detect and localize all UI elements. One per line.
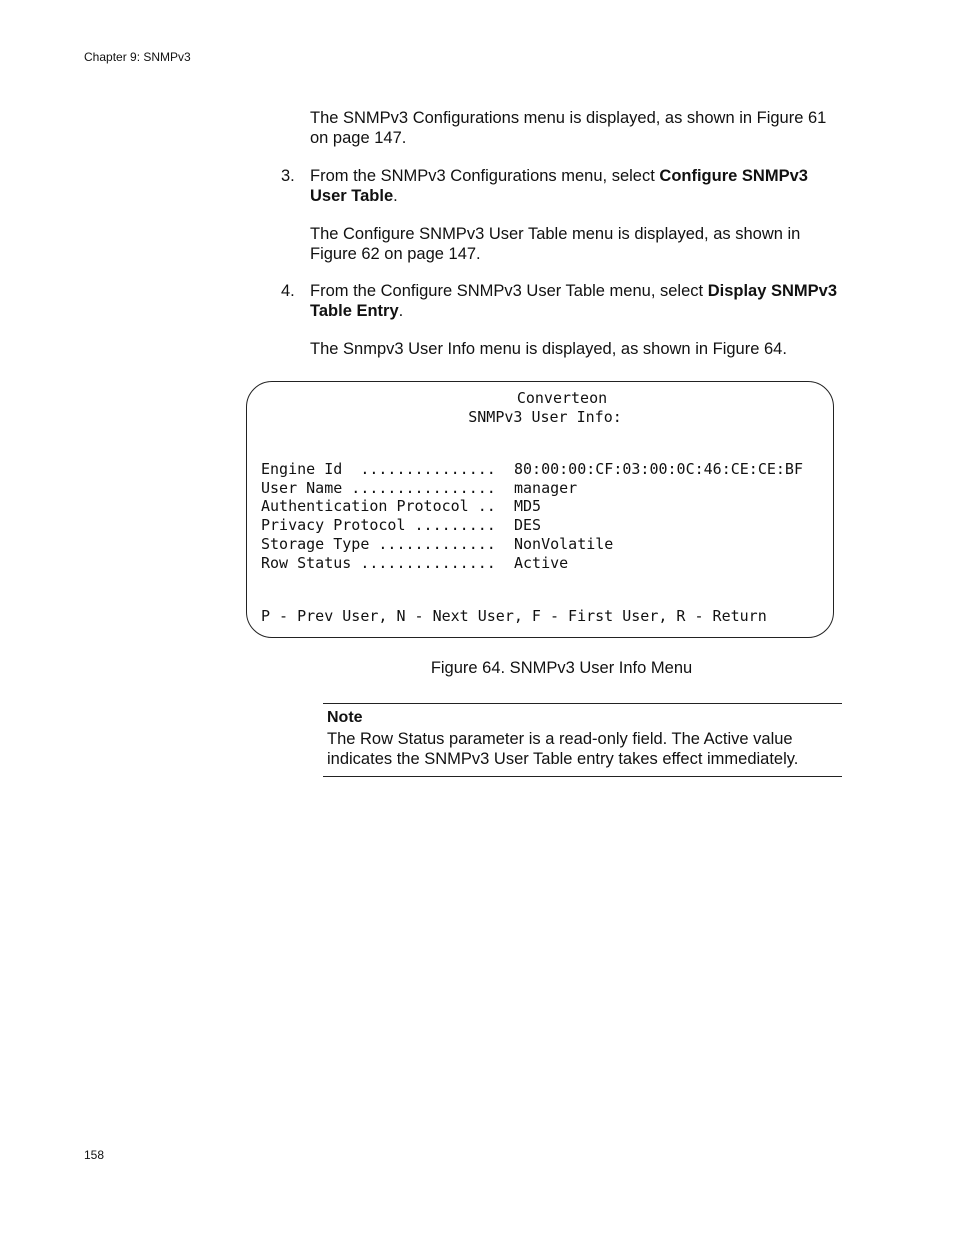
step-4-number: 4.	[281, 282, 295, 300]
paragraph-configurations-displayed: The SNMPv3 Configurations menu is displayed, as shown in Figure 61 on page 147.	[310, 109, 827, 147]
step-3-bold: Configure SNMPv3 User Table	[310, 167, 808, 205]
terminal-row-storage-type	[261, 535, 614, 553]
terminal-row-privacy-protocol	[261, 516, 542, 534]
note-box	[323, 703, 842, 777]
row-label: Privacy Protocol .........	[261, 516, 505, 534]
step-4-text	[310, 281, 845, 321]
row-value: MD5	[514, 497, 542, 515]
step-3-number: 3.	[281, 167, 295, 185]
terminal-title: Converteon	[516, 389, 608, 407]
row-value: Active	[514, 554, 569, 572]
row-value: NonVolatile	[514, 535, 614, 553]
step-4-post: .	[398, 302, 404, 320]
terminal-row-user-name	[261, 479, 578, 497]
terminal-screen	[246, 381, 834, 638]
step-3-text	[310, 166, 845, 206]
terminal-footer-commands: P - Prev User, N - Next User, F - First User, R - Return	[261, 607, 767, 625]
row-label: Authentication Protocol ..	[261, 497, 505, 515]
terminal-row-auth-protocol	[261, 497, 542, 515]
row-value: DES	[514, 516, 542, 534]
step-3-pre: From the SNMPv3 Configurations menu, select	[310, 167, 660, 185]
row-value: manager	[514, 479, 578, 497]
terminal-row-row-status	[261, 554, 569, 572]
row-label: Storage Type .............	[261, 535, 505, 553]
step-4-pre: From the Configure SNMPv3 User Table menu, select	[310, 282, 708, 300]
terminal-subtitle: SNMPv3 User Info:	[468, 408, 622, 426]
paragraph-user-table-displayed: The Configure SNMPv3 User Table menu is displayed, as shown in Figure 62 on page 147.	[310, 225, 801, 263]
note-text: The Row Status parameter is a read-only field. The Active value indicates the SNMPv3 User Table entry takes effect immediately.	[327, 730, 799, 768]
row-label: User Name ................	[261, 479, 505, 497]
figure-caption: Figure 64. SNMPv3 User Info Menu	[430, 659, 693, 677]
step-3-post: .	[393, 187, 398, 205]
row-label: Engine Id ...............	[261, 460, 505, 478]
step-4-bold: Display SNMPv3 Table Entry	[310, 282, 838, 320]
paragraph-user-info-displayed: The Snmpv3 User Info menu is displayed, as shown in Figure 64.	[310, 340, 787, 358]
row-value: 80:00:00:CF:03:00:0C:46:CE:CE:BF	[514, 460, 803, 478]
note-title: Note	[327, 709, 363, 726]
page-number: 158	[84, 1148, 105, 1162]
row-label: Row Status ...............	[261, 554, 505, 572]
terminal-row-engine-id	[261, 460, 803, 478]
chapter-header: Chapter 9: SNMPv3	[84, 50, 191, 64]
